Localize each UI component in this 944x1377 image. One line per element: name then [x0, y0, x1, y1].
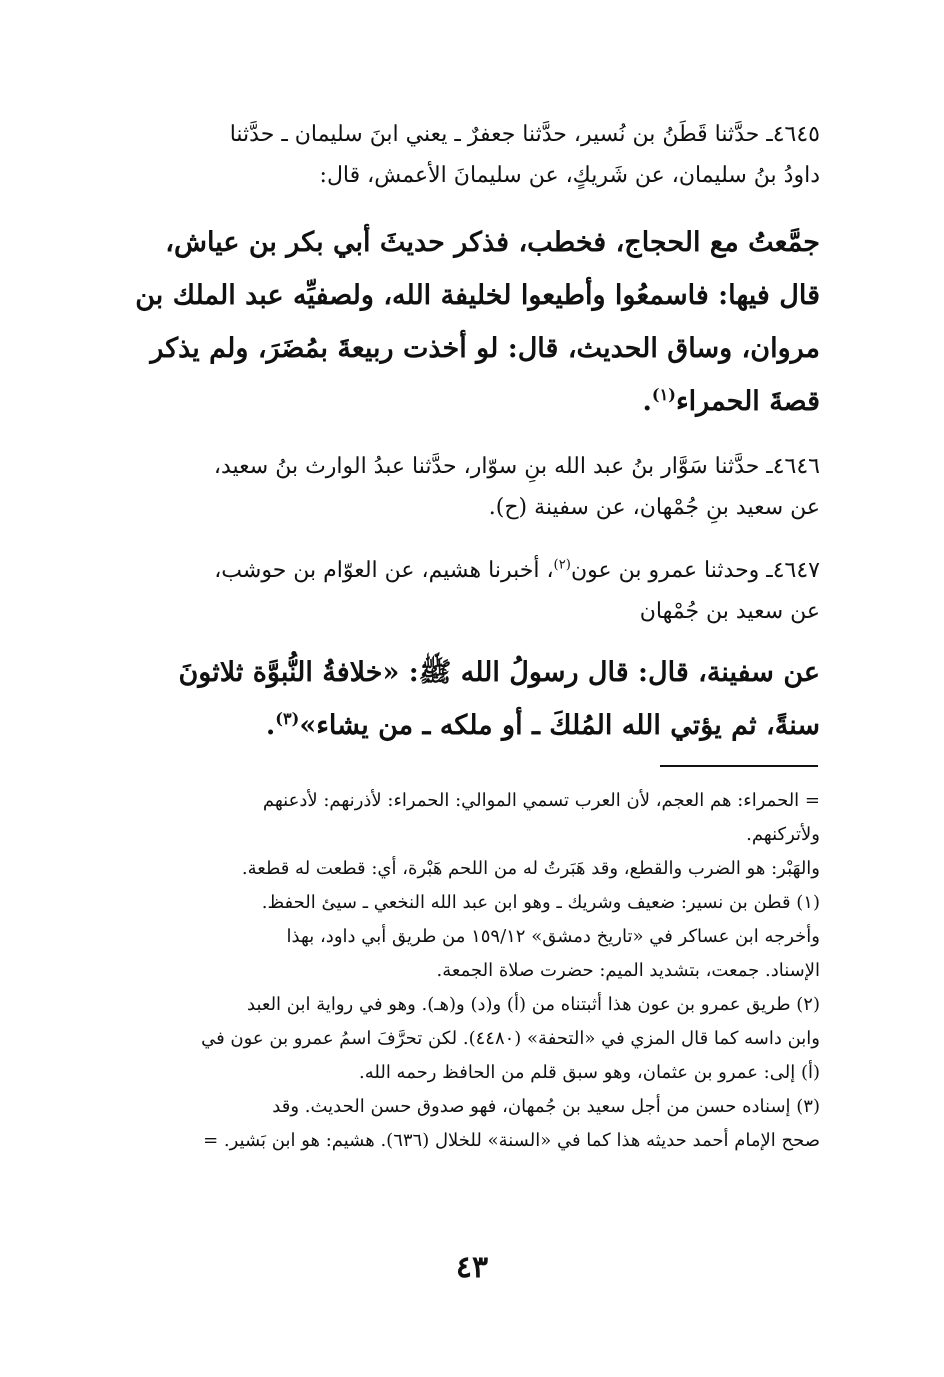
text-line — [104, 699, 820, 752]
footnote-line: وأخرجه ابن عساكر في «تاريخ دمشق» ١٥٩/١٢ من طريق أبي داود، بهذا — [286, 926, 820, 947]
footnote-separator — [660, 765, 818, 767]
footnote-line: (٣) إسناده حسن من أجل سعيد بن جُمهان، فهو صدوق حسن الحديث. وقد — [272, 1096, 820, 1117]
text-line — [104, 375, 820, 428]
text-fragment: . — [642, 386, 652, 417]
text-fragment: . — [265, 710, 276, 741]
text-line — [104, 550, 820, 591]
text-fragment: ، أخبرنا هشيم، عن العوّام بن حوشب، — [214, 558, 554, 583]
footnote-line: (١) قطن بن نسير: ضعيف وشريك ـ وهو ابن عبد الله النخعي ـ سيئ الحفظ. — [261, 892, 820, 913]
footnote-line: ولأتركنهم. — [746, 824, 820, 845]
footnote-line: = الحمراء: هم العجم، لأن العرب تسمي الموالي: الحمراء: لأذرنهم: لأدعنهم — [262, 790, 820, 811]
hadith-4646-isnad — [104, 446, 820, 528]
hadith-4647-matn — [104, 646, 820, 752]
hadith-4645-matn — [104, 216, 820, 428]
footnotes — [104, 784, 820, 1158]
page-number: ٤٣ — [455, 1250, 489, 1285]
text-line: عن سعيد بن جُمْهان — [639, 599, 820, 624]
text-line: ٤٦٤٥ـ حدَّثنا قَطَنُ بن نُسير، حدَّثنا جعفرٌ ـ يعني ابنَ سليمان ـ حدَّثنا — [229, 122, 820, 147]
text-fragment: قصةَ الحمراء — [675, 386, 820, 417]
text-line: جمَّعتُ مع الحجاج، فخطب، فذكر حديثَ أبي بكر بن عياش، — [165, 227, 820, 258]
hadith-4645-isnad — [104, 114, 820, 196]
footnote-line: والهَبْر: هو الضرب والقطع، وقد هَبَرتُ له من اللحم هَبْرة، أي: قطعت له قطعة. — [241, 858, 820, 879]
footnote-line: (أ) إلى: عمرو بن عثمان، وهو سبق قلم من الحافظ رحمه الله. — [359, 1062, 820, 1083]
footnote-line: وابن داسه كما قال المزي في «التحفة» (٤٤٨٠). لكن تحرَّفَ اسمُ عمرو بن عون في — [201, 1028, 820, 1049]
text-line: مروان، وساق الحديث، قال: لو أخذت ربيعةَ بمُضَرَ، ولم يذكر — [150, 333, 820, 364]
footnote-marker: (٣) — [275, 709, 300, 728]
text-fragment: ٤٦٤٧ـ وحدثنا عمرو بن عون — [570, 558, 820, 583]
text-line: عن سعيد بنِ جُمْهان، عن سفينة (ح). — [488, 495, 820, 520]
hadith-4647-isnad — [104, 550, 820, 632]
footnote-line: الإسناد. جمعت، بتشديد الميم: حضرت صلاة الجمعة. — [436, 960, 820, 981]
text-fragment: سنةً، ثم يؤتي الله المُلكَ ـ أو ملكه ـ من يشاء» — [299, 710, 820, 741]
text-line: داودُ بنُ سليمان، عن شَريكٍ، عن سليمانَ الأعمش، قال: — [319, 163, 820, 188]
text-line: قال فيها: فاسمعُوا وأطيعوا لخليفة الله، ولصفيِّه عبد الملك بن — [135, 280, 820, 311]
footnote-line: صحح الإمام أحمد حديثه هذا كما في «السنة» للخلال (٦٣٦). هشيم: هو ابن بَشير. = — [203, 1130, 820, 1151]
footnote-marker: (٢) — [553, 557, 571, 573]
footnote-marker: (١) — [651, 385, 676, 404]
text-line: ٤٦٤٦ـ حدَّثنا سَوَّار بنُ عبد الله بنِ سوّار، حدَّثنا عبدُ الوارث بنُ سعيد، — [213, 454, 820, 479]
text-line: عن سفينة، قال: قال رسولُ الله ﷺ: «خلافةُ النُّبوَّة ثلاثونَ — [178, 657, 820, 688]
footnote-line: (٢) طريق عمرو بن عون هذا أثبتناه من (أ) و(د) و(هـ). وهو في رواية ابن العبد — [247, 994, 820, 1015]
